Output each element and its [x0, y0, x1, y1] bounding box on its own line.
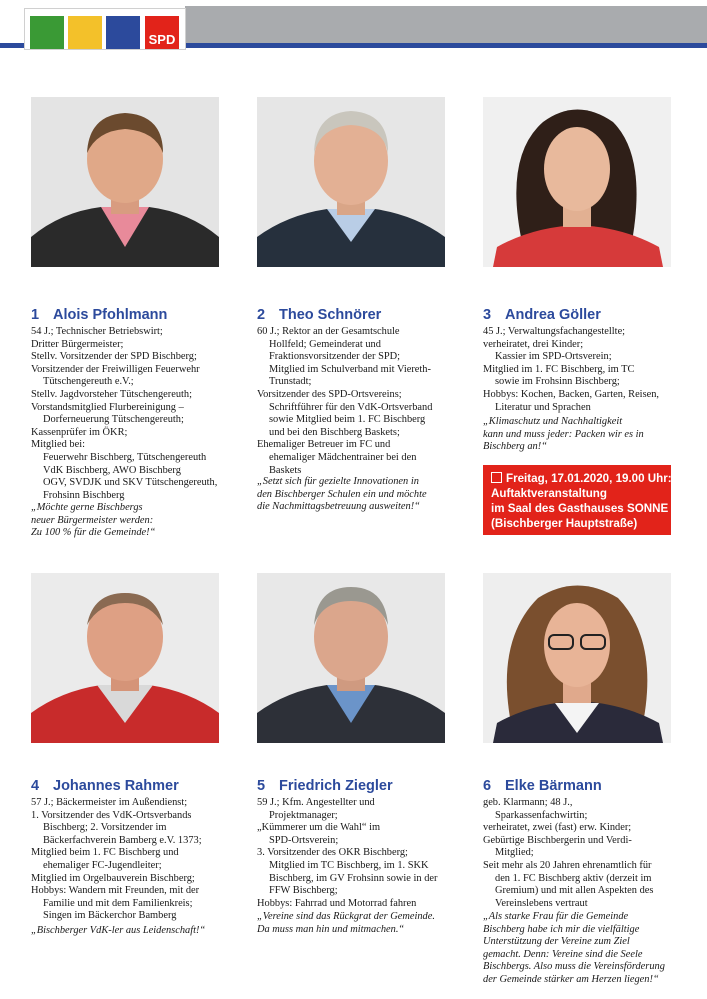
- bio-line: SPD-Ortsverein;: [269, 834, 339, 846]
- bio-line: Ehemaliger Betreuer im FC und: [257, 439, 391, 451]
- candidate-photo-4: [31, 573, 219, 743]
- quote-line: „Bischberger VdK-ler aus Leidenschaft!“: [31, 925, 206, 936]
- event-title: Auftaktveranstaltung: [491, 487, 607, 500]
- checkbox-icon: [491, 472, 502, 483]
- candidate-5-quote: [257, 911, 435, 936]
- candidate-photo-6: [483, 573, 671, 743]
- quote-line: „Vereine sind das Rückgrat der Gemeinde.: [257, 911, 435, 922]
- candidate-5-name: Friedrich Ziegler: [279, 778, 393, 794]
- bio-line: Kassier im SPD-Ortsverein;: [495, 351, 612, 363]
- quote-line: der Gemeinde stärker am Herzen liegen!“: [483, 973, 659, 985]
- bio-line: 54 J.; Technischer Betriebswirt;: [31, 326, 163, 337]
- candidate-6-number: 6: [483, 778, 492, 794]
- bio-line: Mitglied im TC Bischberg, im 1. SKK: [269, 859, 429, 871]
- candidate-6-heading: [483, 778, 602, 794]
- candidate-photo-2: [257, 97, 445, 267]
- bio-line: Vorsitzender des SPD-Ortsvereins;: [257, 388, 402, 400]
- bio-line: 3. Vorsitzender des OKR Bischberg;: [257, 847, 408, 859]
- bio-line: Sparkassenfachwirtin;: [495, 809, 588, 821]
- bio-line: Vorstandsmitglied Flurbereinigung –: [31, 401, 184, 413]
- bio-line: Mitglied im 1. FC Bischberg, im TC: [483, 363, 635, 375]
- candidate-2-name: Theo Schnörer: [279, 307, 382, 323]
- candidate-5-bio: [257, 797, 437, 910]
- spd-logo: [145, 16, 179, 49]
- candidate-3-bio: [483, 326, 659, 414]
- candidate-2-quote: [257, 476, 427, 514]
- bio-line: Tütschengereuth e.V.;: [43, 376, 134, 388]
- bio-line: Bäckerfachverein Bamberg e.V. 1373;: [43, 834, 202, 846]
- event-date: Freitag, 17.01.2020, 19.00 Uhr:: [506, 472, 672, 485]
- bio-line: 1. Vorsitzender des VdK-Ortsverbands: [31, 809, 192, 821]
- quote-line: kann und muss jeder: Packen wir es in: [483, 428, 644, 440]
- quote-line: „Als starke Frau für die Gemeinde: [483, 911, 629, 922]
- quote-line: Bischberg habe ich mir die vielfältige: [483, 923, 640, 935]
- bio-line: ehemaliger FC-Jugendleiter;: [43, 859, 162, 871]
- bio-line: Hobbys: Fahrrad und Motorrad fahren: [257, 897, 417, 909]
- candidate-1-quote: [31, 502, 155, 540]
- bio-line: Schriftführer für den VdK-Ortsverband: [269, 401, 433, 413]
- bio-line: Dritter Bürgermeister;: [31, 338, 124, 350]
- bio-line: Hollfeld; Gemeinderat und: [269, 338, 381, 350]
- bio-line: Trunstadt;: [269, 376, 312, 388]
- candidate-4-name: Johannes Rahmer: [53, 778, 179, 794]
- candidate-1-heading: [31, 307, 167, 323]
- blue-swatch: [106, 16, 140, 49]
- bio-line: 45 J.; Verwaltungsfachangestellte;: [483, 326, 626, 337]
- bio-line: Mitglied im Schulverband mit Viereth-: [269, 363, 431, 375]
- candidate-3-quote: [483, 416, 644, 454]
- bio-line: Vorsitzender der Freiwilligen Feuerwehr: [31, 363, 200, 375]
- bio-line: Gebürtige Bischbergerin und Verdi-: [483, 834, 632, 846]
- bio-line: Gremium) und mit allen Aspekten des: [495, 885, 654, 897]
- bio-line: ehemaliger Mädchentrainer bei den: [269, 451, 417, 463]
- bio-line: OGV, SVDJK und SKV Tütschengereuth,: [43, 477, 218, 489]
- bio-line: sowie Mitglied beim 1. FC Bischberg: [269, 414, 426, 426]
- bio-line: sowie im Frohsinn Bischberg;: [495, 376, 620, 388]
- candidate-3-number: 3: [483, 307, 492, 323]
- bio-line: Fraktionsvorsitzender der SPD;: [269, 351, 401, 363]
- quote-line: Bischbergs. Also muss die Vereinsförderung: [483, 961, 665, 973]
- candidate-photo-1: [31, 97, 219, 267]
- bio-line: FFW Bischberg;: [269, 885, 338, 897]
- quote-line: Da muss man hin und mitmachen.“: [257, 923, 405, 935]
- bio-line: Mitglied bei:: [31, 439, 85, 451]
- bio-line: Mitglied beim 1. FC Bischberg und: [31, 847, 179, 859]
- quote-line: neuer Bürgermeister werden:: [31, 514, 154, 526]
- candidate-6-name: Elke Bärmann: [505, 778, 602, 794]
- candidate-1-name: Alois Pfohlmann: [53, 307, 168, 323]
- candidate-2-number: 2: [257, 307, 266, 323]
- event-announcement: [483, 465, 671, 535]
- bio-line: Vereinslebens vertraut: [495, 897, 588, 909]
- candidate-photo-5: [257, 573, 445, 743]
- bio-line: Seit mehr als 20 Jahren ehrenamtlich für: [483, 859, 652, 871]
- candidate-3-name: Andrea Göller: [505, 307, 601, 323]
- bio-line: geb. Klarmann; 48 J.,: [483, 797, 573, 808]
- bio-line: Bischberg; 2. Vorsitzender im: [43, 822, 167, 834]
- candidate-2-heading: [257, 307, 381, 323]
- candidate-6-quote: [483, 911, 665, 987]
- bio-line: Mitglied im Orgelbauverein Bischberg;: [31, 872, 195, 884]
- yellow-swatch: [68, 16, 102, 49]
- candidate-5-heading: [257, 778, 393, 794]
- bio-line: und bei den Bischberg Baskets;: [269, 426, 400, 438]
- bio-line: Hobbys: Wandern mit Freunden, mit der: [31, 885, 200, 897]
- quote-line: „Möchte gerne Bischbergs: [31, 502, 143, 513]
- bio-line: verheiratet, zwei (fast) erw. Kinder;: [483, 822, 632, 834]
- candidate-6-bio: [483, 797, 653, 910]
- bio-line: Frohsinn Bischberg: [43, 489, 125, 501]
- event-address: (Bischberger Hauptstraße): [491, 517, 638, 530]
- quote-line: den Bischberger Schulen ein und möchte: [257, 488, 427, 500]
- candidate-1-number: 1: [31, 307, 40, 323]
- quote-line: „Klimaschutz und Nachhaltigkeit: [483, 416, 623, 427]
- candidate-4-bio: [31, 797, 202, 923]
- bio-line: „Kümmerer um die Wahl“ im: [257, 822, 381, 834]
- bio-line: Mitglied;: [495, 847, 534, 859]
- header-gray-band: [185, 6, 707, 44]
- quote-line: die Nachmittagsbetreuung ausweiten!“: [257, 501, 420, 513]
- bio-line: Stellv. Vorsitzender der SPD Bischberg;: [31, 351, 197, 363]
- bio-line: Familie und mit dem Familienkreis;: [43, 897, 193, 909]
- candidate-4-number: 4: [31, 778, 40, 794]
- bio-line: Dorferneuerung Tütschengereuth;: [43, 414, 184, 426]
- bio-line: Stellv. Jagdvorsteher Tütschengereuth;: [31, 388, 193, 400]
- quote-line: gemacht. Denn: Vereine sind die Seele: [483, 948, 643, 960]
- bio-line: VdK Bischberg, AWO Bischberg: [43, 464, 181, 476]
- quote-line: „Setzt sich für gezielte Innovationen in: [257, 476, 419, 487]
- bio-line: Feuerwehr Bischberg, Tütschengereuth: [43, 451, 207, 463]
- candidate-4-heading: [31, 778, 179, 794]
- quote-line: Bischberg an!“: [483, 441, 547, 453]
- bio-line: verheiratet, drei Kinder;: [483, 338, 584, 350]
- candidate-1-bio: [31, 326, 217, 502]
- bio-line: Bischberg, im GV Frohsinn sowie in der: [269, 872, 438, 884]
- bio-line: Baskets: [269, 464, 302, 476]
- candidate-2-bio: [257, 326, 432, 477]
- bio-line: Kassenprüfer im ÖKR;: [31, 426, 128, 438]
- event-venue: im Saal des Gasthauses SONNE: [491, 502, 669, 515]
- bio-line: 59 J.; Kfm. Angestellter und: [257, 797, 375, 808]
- bio-line: Singen im Bäckerchor Bamberg: [43, 910, 177, 922]
- candidate-4-quote: [31, 925, 205, 938]
- green-swatch: [30, 16, 64, 49]
- bio-line: Literatur und Sprachen: [495, 401, 591, 413]
- candidate-photo-3: [483, 97, 671, 267]
- bio-line: 60 J.; Rektor an der Gesamtschule: [257, 326, 400, 337]
- bio-line: den 1. FC Bischberg aktiv (derzeit im: [495, 872, 652, 884]
- spd-logo-text: SPD: [148, 32, 176, 47]
- bio-line: Hobbys: Kochen, Backen, Garten, Reisen,: [483, 388, 660, 400]
- bio-line: Projektmanager;: [269, 809, 338, 821]
- quote-line: Unterstützung der Vereine zum Ziel: [483, 936, 630, 948]
- bio-line: 57 J.; Bäckermeister im Außendienst;: [31, 797, 188, 808]
- candidate-5-number: 5: [257, 778, 266, 794]
- quote-line: Zu 100 % für die Gemeinde!“: [31, 527, 156, 539]
- candidate-3-heading: [483, 307, 601, 323]
